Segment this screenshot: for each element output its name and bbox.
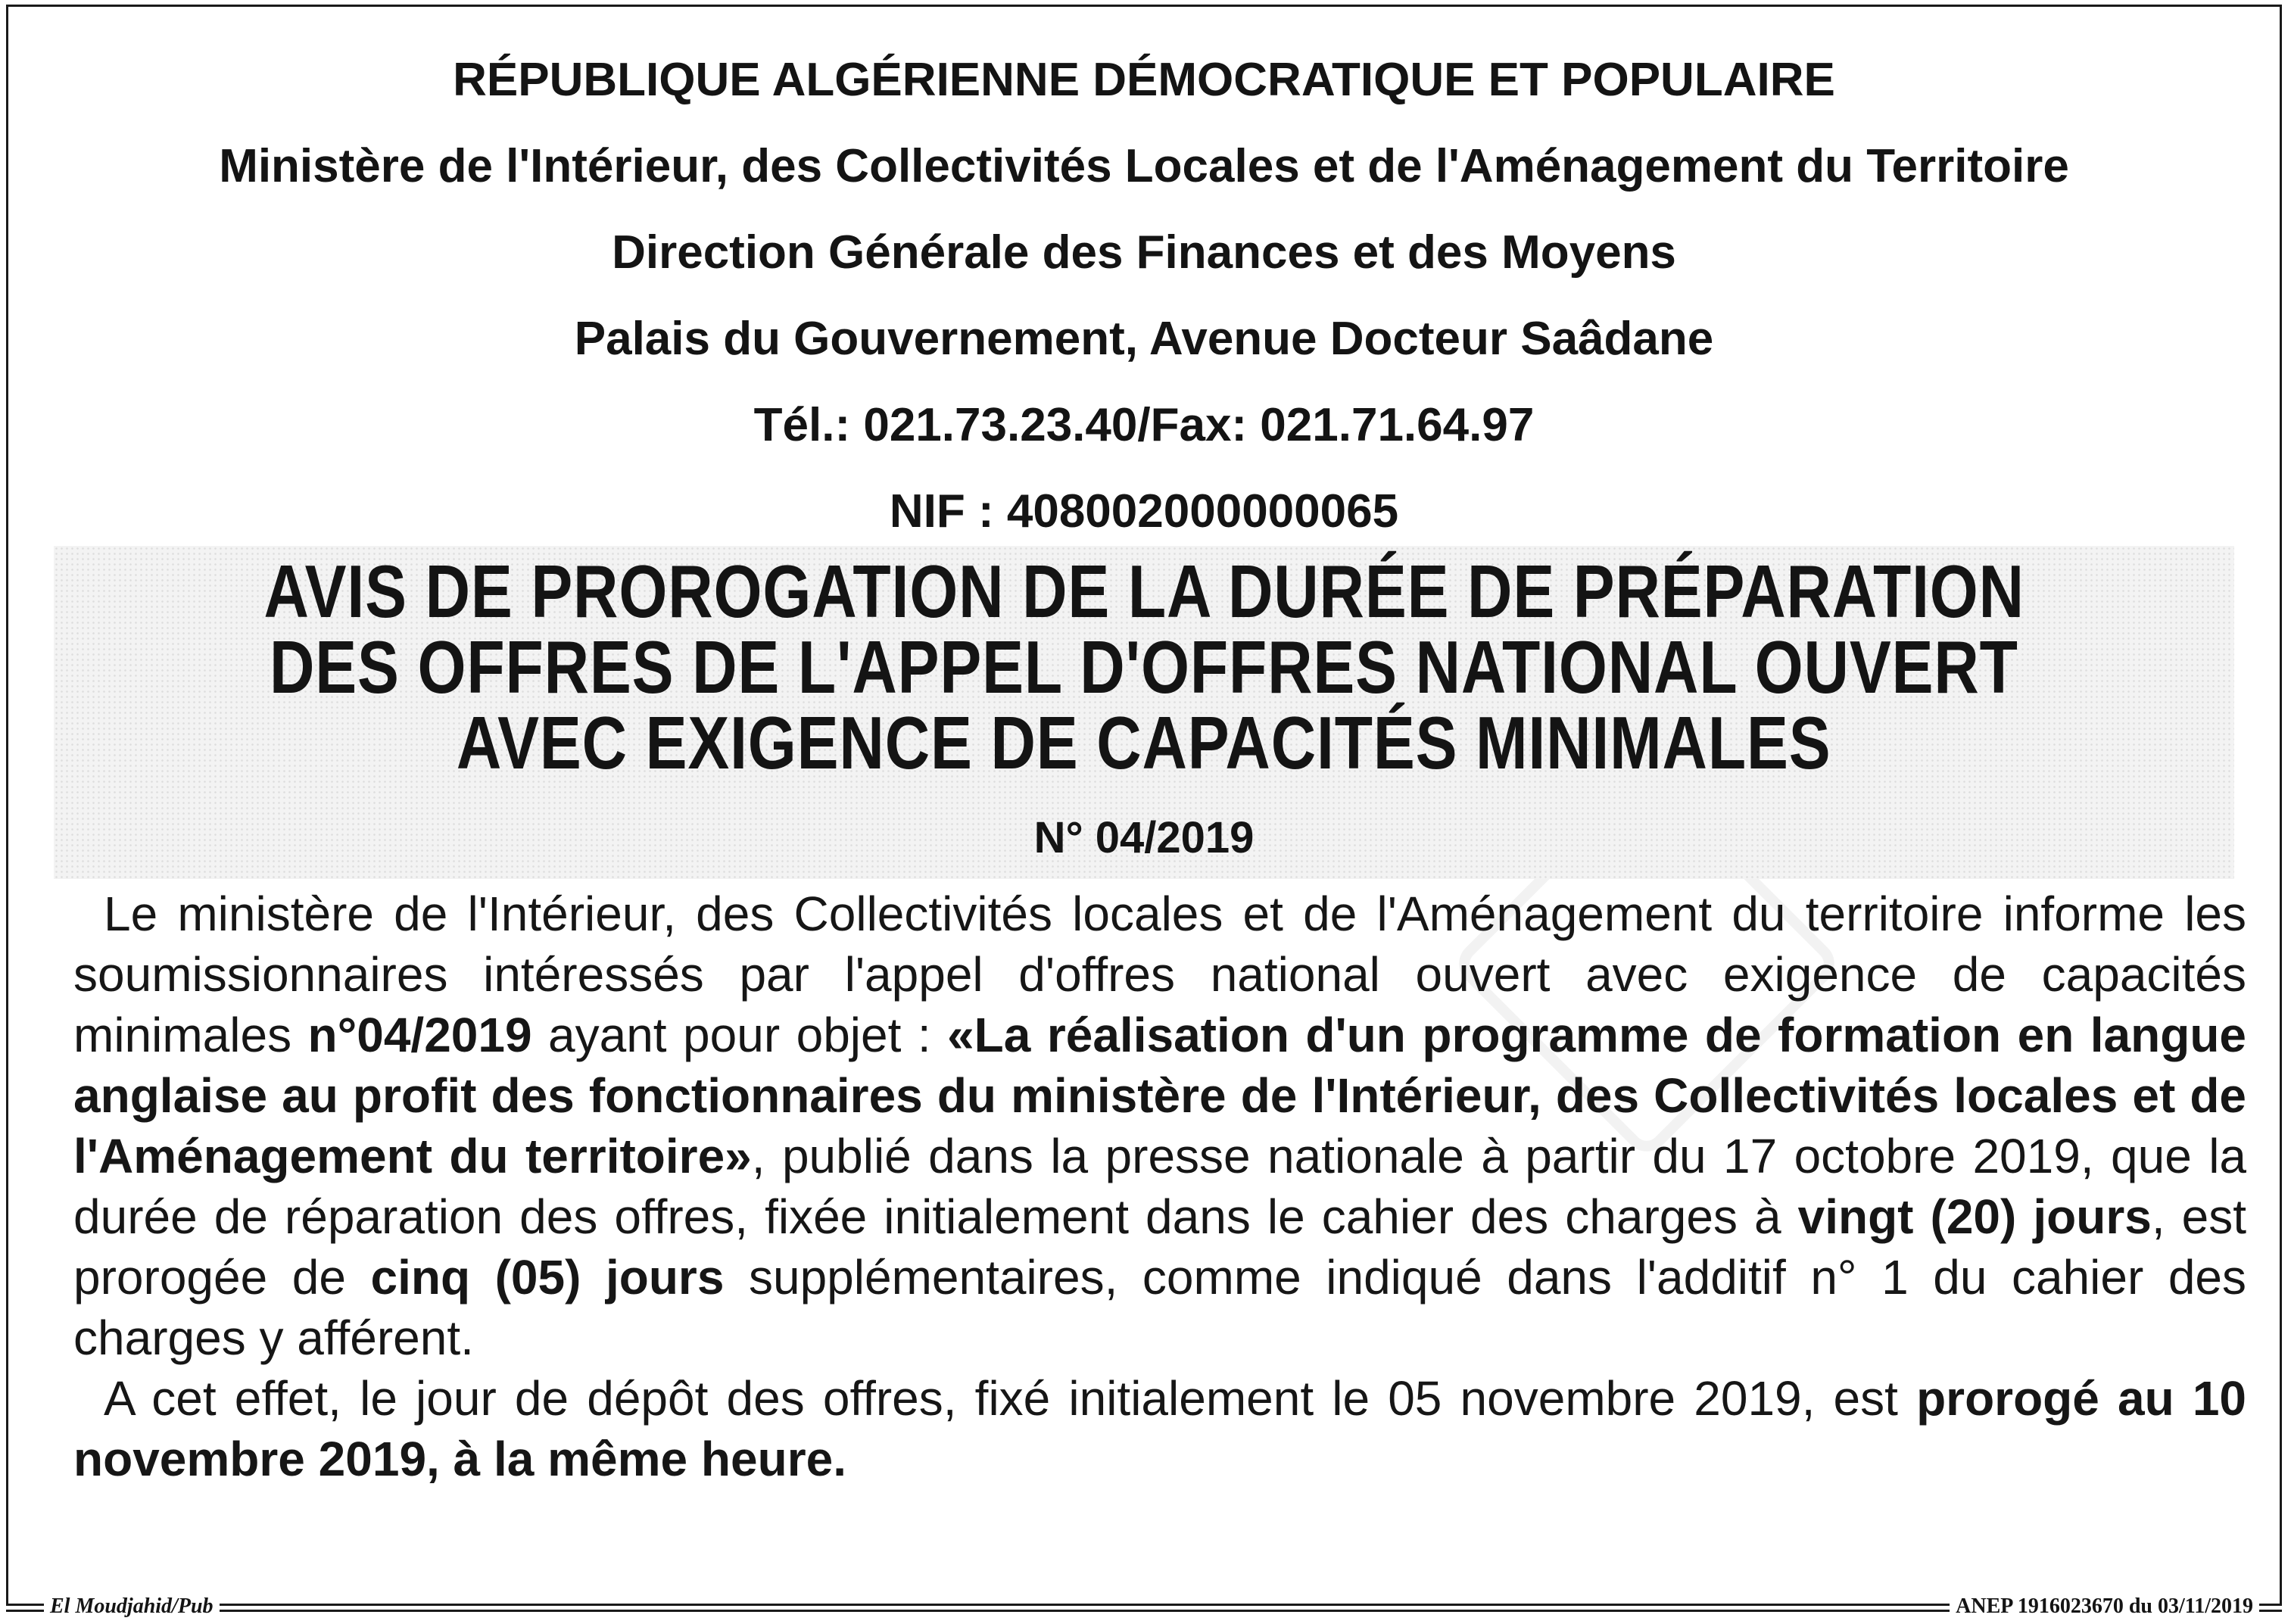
notice-title (8, 550, 2280, 784)
p1-initial-duration: vingt (20) jours (1797, 1189, 2152, 1244)
p1-text-c: ayant pour objet : (531, 1008, 948, 1062)
paragraph-1 (73, 884, 2246, 1368)
header-direction: Direction Générale des Finances et des Moyens (612, 226, 1676, 279)
tender-number: N° 04/2019 (1033, 813, 1255, 862)
p2-text-a: A cet effet, le jour de dépôt des offres, fixé initialement le 05 novembre 2019, est (104, 1371, 1917, 1426)
p1-object: «La réalisation d'un programme de formation en langue anglaise au profit des fonctionnaires du ministère de l'Intérieur, des Collectivités locales et de l'Aménagement du territoire» (73, 1008, 2247, 1183)
p1-extension: cinq (05) jours (370, 1250, 725, 1304)
p1-text-i: supplémentaires, comme indiqué dans l'additif n° 1 du cahier des charges y afférent. (73, 1250, 2247, 1365)
notice-frame (6, 5, 2282, 1606)
title-line-2: DES OFFRES DE L'APPEL D'OFFRES NATIONAL OUVERT (270, 625, 2018, 709)
p1-text-e: , publié dans la presse nationale à partir du 17 octobre 2019, que la durée de réparation des offres, fixée initialement dans le cahier des charges à (73, 1129, 2247, 1244)
header-address: Palais du Gouvernement, Avenue Docteur Saâdane (574, 313, 1714, 365)
p1-text-g: , est prorogée de (73, 1189, 2247, 1304)
notice-body (73, 884, 2246, 1489)
footer-publication: El Moudjahid/Pub (44, 1594, 220, 1619)
title-line-3: AVEC EXIGENCE DE CAPACITÉS MINIMALES (457, 701, 1831, 784)
title-line-1: AVIS DE PROROGATION DE LA DURÉE DE PRÉPARATION (263, 550, 2024, 633)
p1-tender-ref: n°04/2019 (307, 1008, 532, 1062)
header-ministry: Ministère de l'Intérieur, des Collectivités Locales et de l'Aménagement du Territoire (219, 140, 2069, 192)
paragraph-2 (73, 1368, 2246, 1489)
footer (6, 1593, 2282, 1623)
footer-anep-reference: ANEP 1916023670 du 03/11/2019 (1950, 1594, 2259, 1619)
footer-rule (6, 1610, 2282, 1612)
header-republic: RÉPUBLIQUE ALGÉRIENNE DÉMOCRATIQUE ET POPULAIRE (453, 54, 1835, 106)
header-block (8, 37, 2280, 555)
p2-new-date: prorogé au 10 novembre 2019, à la même heure. (73, 1371, 2247, 1486)
p1-text-a: Le ministère de l'Intérieur, des Collectivités locales et de l'Aménagement du territoire informe les soumissionnaires intéressés par l'appel d'offres national ouvert avec exigence de capacités minimales (73, 887, 2246, 1062)
header-nif: NIF : 408002000000065 (889, 485, 1399, 538)
header-phone-fax: Tél.: 021.73.23.40/Fax: 021.71.64.97 (753, 399, 1535, 451)
